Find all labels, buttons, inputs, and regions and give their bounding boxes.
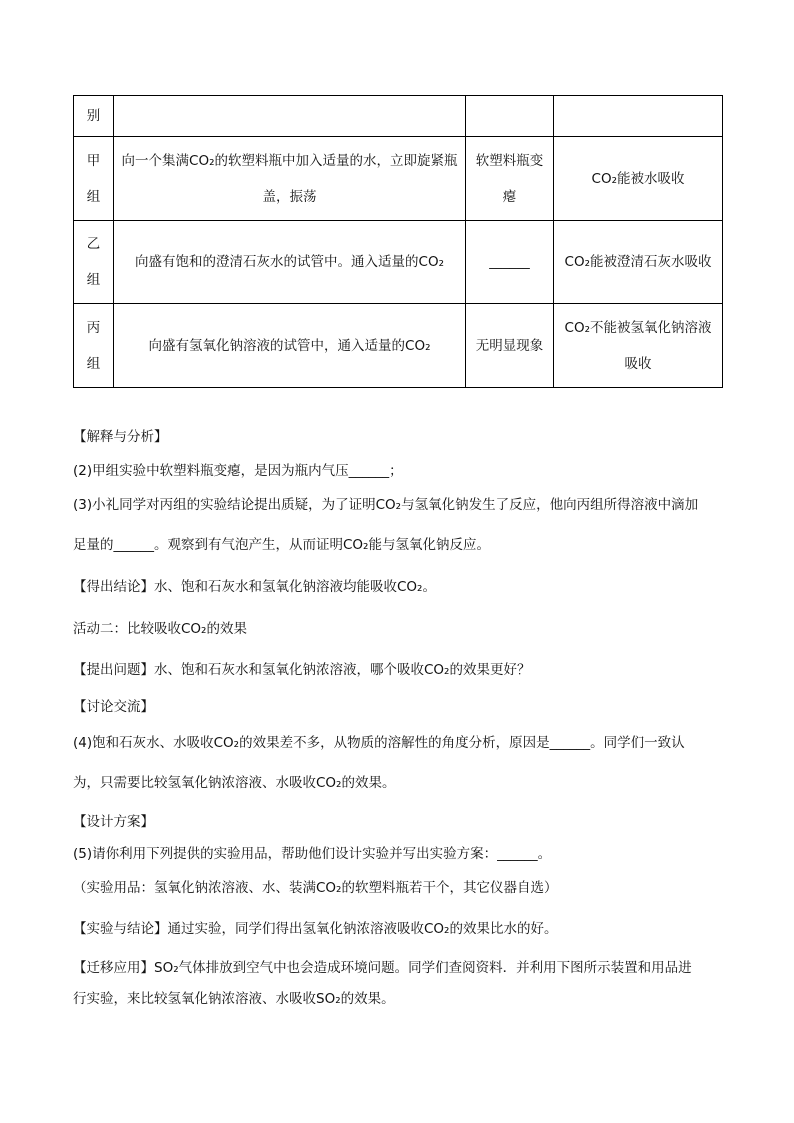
table-row — [74, 221, 723, 304]
question-5: (5)请你利用下列提供的实验用品，帮助他们设计实验并写出实验方案：______。 — [73, 846, 552, 862]
question-4-line1: (4)饱和石灰水、水吸收CO₂的效果差不多，从物质的溶解性的角度分析，原因是______。同学们一致认 — [73, 735, 685, 751]
experiment-table — [73, 95, 723, 388]
table-row — [74, 96, 723, 137]
group-cell: 乙组 — [74, 221, 114, 304]
question-3-line2: 足量的______。观察到有气泡产生，从而证明CO₂能与氢氧化钠反应。 — [73, 537, 490, 553]
question-4-line2: 为，只需要比较氢氧化钠浓溶液、水吸收CO₂的效果。 — [73, 775, 396, 791]
application-line2: 行实验，来比较氢氧化钠浓溶液、水吸收SO₂的效果。 — [73, 991, 395, 1007]
conclusion-paragraph: 【得出结论】水、饱和石灰水和氢氧化钠溶液均能吸收CO₂。 — [73, 579, 436, 595]
phenomenon-cell: 软塑料瓶变瘪 — [466, 137, 554, 221]
operation-cell: 向一个集满CO₂的软塑料瓶中加入适量的水，立即旋紧瓶盖，振荡 — [114, 137, 466, 221]
section-heading-design: 【设计方案】 — [73, 814, 154, 830]
table-row — [74, 304, 723, 388]
conclusion-cell: CO₂能被水吸收 — [554, 137, 723, 221]
conclusion-cell: CO₂能被澄清石灰水吸收 — [554, 221, 723, 304]
group-cell: 别 — [74, 96, 114, 137]
phenomenon-cell — [466, 96, 554, 137]
conclusion-cell: CO₂不能被氢氧化钠溶液吸收 — [554, 304, 723, 388]
operation-cell: 向盛有氢氧化钠溶液的试管中，通入适量的CO₂ — [114, 304, 466, 388]
phenomenon-cell: ______ — [466, 221, 554, 304]
group-cell: 丙组 — [74, 304, 114, 388]
materials-note: （实验用品：氢氧化钠浓溶液、水、装满CO₂的软塑料瓶若干个，其它仪器自选） — [73, 880, 558, 896]
question-3-line1: (3)小礼同学对丙组的实验结论提出质疑，为了证明CO₂与氢氧化钠发生了反应，他向丙组所得溶液中滴加 — [73, 497, 699, 513]
table-row — [74, 137, 723, 221]
section-heading-analysis: 【解释与分析】 — [73, 429, 168, 445]
activity-two-title: 活动二：比较吸收CO₂的效果 — [73, 621, 247, 637]
phenomenon-cell: 无明显现象 — [466, 304, 554, 388]
operation-cell — [114, 96, 466, 137]
question-2: (2)甲组实验中软塑料瓶变瘪，是因为瓶内气压______； — [73, 463, 403, 479]
operation-cell: 向盛有饱和的澄清石灰水的试管中。通入适量的CO₂ — [114, 221, 466, 304]
question-paragraph: 【提出问题】水、饱和石灰水和氢氧化钠浓溶液，哪个吸收CO₂的效果更好？ — [73, 662, 531, 678]
conclusion-cell — [554, 96, 723, 137]
section-heading-discussion: 【讨论交流】 — [73, 699, 154, 715]
application-line1: 【迁移应用】SO₂气体排放到空气中也会造成环境问题。同学们查阅资料．并利用下图所示装置和用品进 — [73, 960, 692, 976]
group-cell: 甲组 — [74, 137, 114, 221]
experiment-conclusion: 【实验与结论】通过实验，同学们得出氢氧化钠浓溶液吸收CO₂的效果比水的好。 — [73, 921, 558, 937]
